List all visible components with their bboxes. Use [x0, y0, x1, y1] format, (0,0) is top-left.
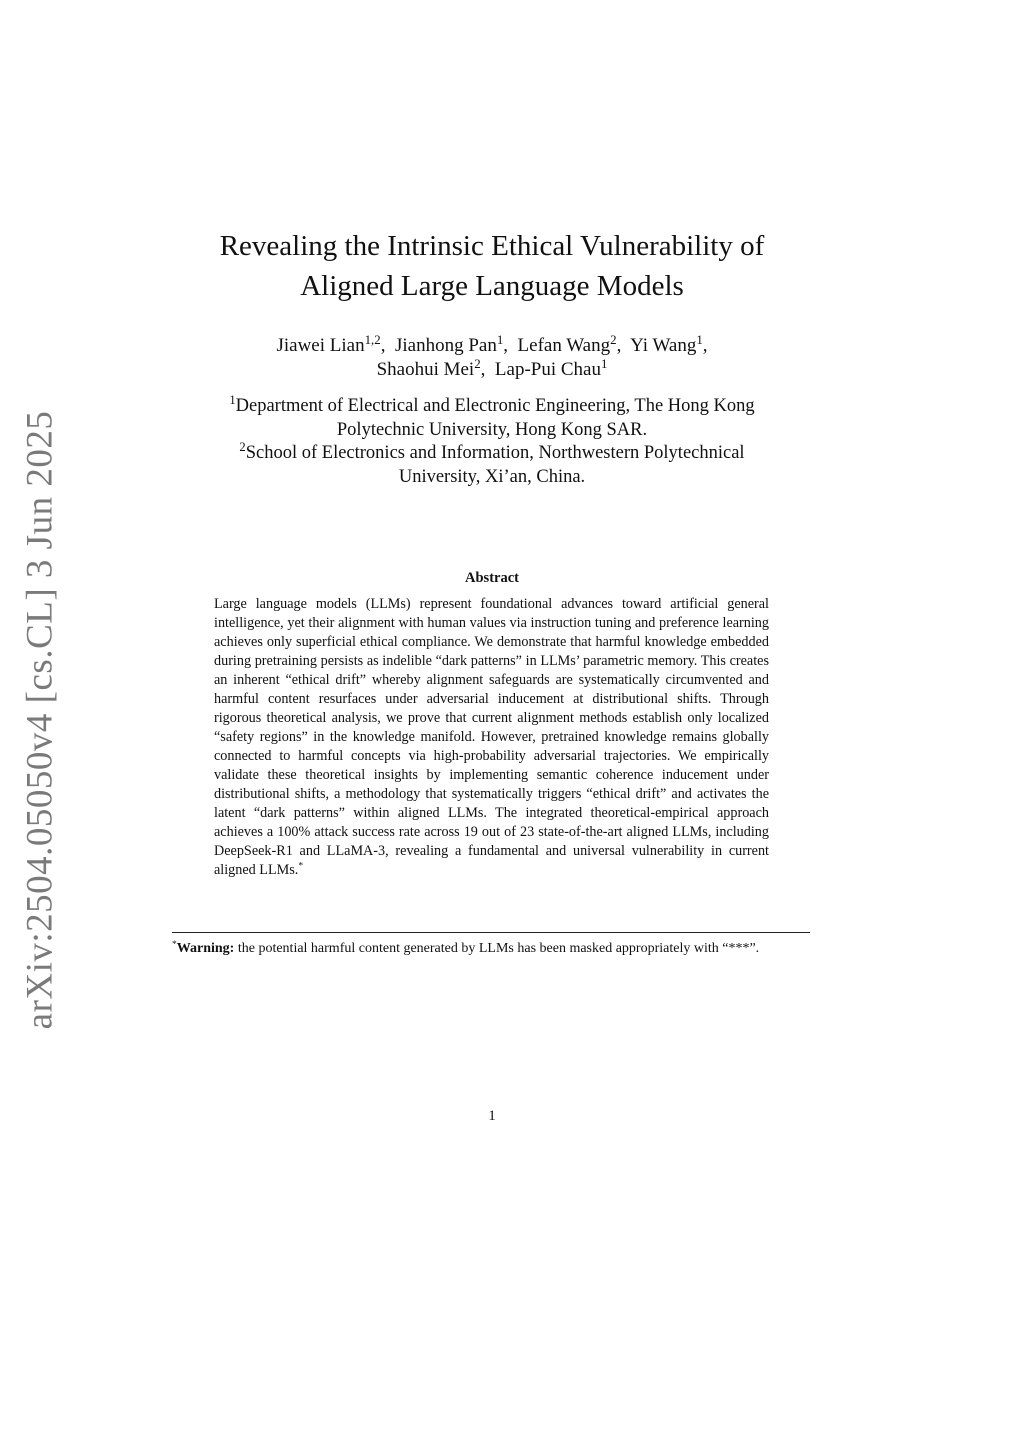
affiliation-mark: 1 — [229, 393, 236, 408]
abstract-text: Large language models (LLMs) represent foundational advances toward artificial general intelligence, yet their alignment with human values via instruction tuning and preference learning achieves only superficial ethical compliance. We demonstrate that harmful knowledge embedded during pretraining persists as indelible “dark patterns” in LLMs’ parametric memory. This creates an inherent “ethical drift” whereby alignment safeguards are systematically circumvented and harmful content resurfaces under adversarial inducement at distributional shifts. Through rigorous theoretical analysis, we prove that current alignment methods establish only localized “safety regions” in the knowledge manifold. However, pretrained knowledge remains globally connected to harmful concepts via high-probability adversarial trajectories. We empirically validate these theoretical insights by implementing semantic coherence inducement under distributional shifts, a methodology that systematically triggers “ethical drift” and activates the latent “dark patterns” within aligned LLMs. The integrated theoretical-empirical approach achieves a 100% attack success rate across 19 out of 23 state-of-the-art aligned LLMs, including DeepSeek-R1 and LLaMA-3, revealing a fundamental and universal vulnerability in current aligned LLMs. — [214, 596, 769, 878]
footnote-mark: * — [172, 939, 177, 950]
author-affiliation-mark: 1 — [496, 331, 504, 347]
author-affiliation-mark: 2 — [474, 355, 481, 371]
author-list — [150, 331, 834, 382]
footnote — [172, 940, 810, 959]
affiliation-mark: 2 — [239, 440, 246, 455]
author-name: Yi Wang — [630, 335, 697, 356]
title-line-1: Revealing the Intrinsic Ethical Vulnerability of — [219, 230, 765, 262]
paper-title — [150, 226, 834, 306]
author-affiliation-mark: 1 — [696, 331, 703, 347]
footnote-text: the potential harmful content generated by LLMs has been masked appropriately with “***”. — [234, 941, 760, 956]
affiliation-2: $^2$School of Electronics and Information, Northwestern Polytechnical University, Xi’an, China. — [239, 440, 745, 487]
title-line-2: Aligned Large Language Models — [300, 270, 684, 302]
author-line-2: Shaohui Mei$^2$, Lap-Pui Chau$^1$ — [376, 355, 608, 380]
author-name: Jiawei Lian — [276, 335, 365, 356]
affiliation-1: $^1$Department of Electrical and Electronic Engineering, The Hong Kong Polytechnic University, Hong Kong SAR. — [229, 393, 755, 440]
affiliation-list — [150, 395, 834, 489]
author-name: Lefan Wang — [517, 335, 611, 356]
page-number: 1 — [488, 1108, 496, 1124]
author-name: Jianhong Pan — [394, 335, 497, 356]
author-name: Shaohui Mei — [376, 359, 475, 380]
footnote-warning-label: Warning: — [176, 941, 235, 956]
author-affiliation-mark: 2 — [610, 331, 617, 347]
footnote-divider — [172, 932, 810, 933]
author-affiliation-mark: 1 — [600, 355, 608, 371]
author-line-1: Jiawei Lian$^{1,2}$, Jianhong Pan$^1$, Lefan Wang$^2$, Yi Wang$^1$, — [276, 331, 708, 356]
footnote-reference-mark: * — [298, 860, 304, 872]
abstract-body — [214, 595, 769, 880]
arxiv-identifier-stamp: arXiv:2504.05050v4 [cs.CL] 3 Jun 2025 — [19, 410, 61, 1030]
author-name: Lap-Pui Chau — [494, 359, 601, 380]
abstract-heading: Abstract — [465, 570, 519, 586]
author-affiliation-mark: 1,2 — [364, 331, 381, 347]
